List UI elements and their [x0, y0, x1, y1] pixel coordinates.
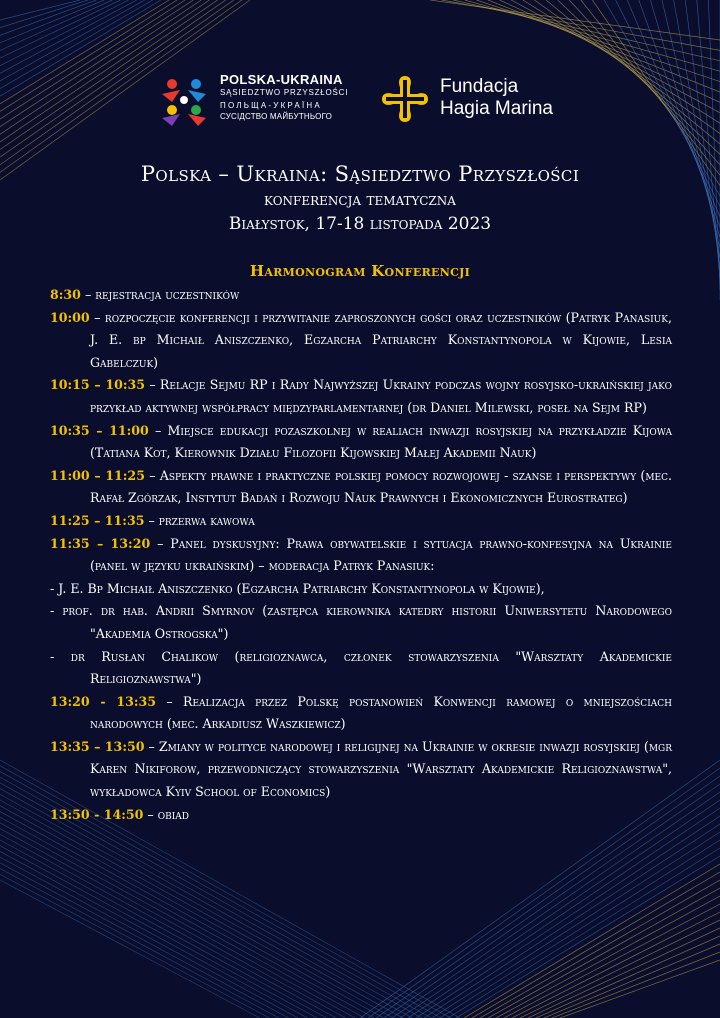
schedule-entry: [50, 736, 672, 804]
entry-time: 11:25 – 11:35: [50, 512, 145, 528]
entry-text: – obiad: [143, 806, 189, 822]
entry-text: - dr Rusłan Chalikow (religioznawca, członek stowarzyszenia "Warsztaty Akademickie Religioznawstwa"): [50, 648, 672, 687]
panelist-entry: [50, 578, 672, 601]
entry-text: – Zmiany w polityce narodowej i religijnej na Ukrainie w okresie inwazji rosyjskiej (mgr Karen Nikiforow, przewodniczący stowarzyszenia "Warsztaty Akademickie Religioznawstwa", wykładowca Kyiv School of Economics): [90, 738, 672, 800]
cross-emblem-icon: [380, 74, 430, 124]
entry-time: 8:30: [50, 287, 81, 302]
entry-time: 13:20 - 13:35: [50, 693, 157, 709]
entry-time: 13:50 - 14:50: [50, 806, 144, 822]
panelist-entry: [50, 600, 672, 645]
entry-time: 11:00 – 11:25: [50, 467, 145, 483]
entry-text: – Panel dyskusyjny: Prawa obywatelskie i sytuacja prawno-konfesyjna na Ukrainie (panel w języku ukraińskim) – moderacja Patryk Panasiuk:: [90, 535, 672, 574]
entry-text: - prof. dr hab. Andrii Smyrnov (zastępca kierownika katedry historii Uniwersytetu Narodowego "Akademia Ostrogska"): [50, 603, 672, 641]
schedule-entry: [50, 307, 672, 375]
schedule-entry: [50, 533, 672, 578]
foundation-name-line1: Fundacja: [440, 76, 519, 97]
entry-time: 13:35 – 13:50: [50, 738, 145, 754]
entry-time: 10:00: [50, 309, 90, 325]
conference-subtitle: konferencja tematyczna: [264, 190, 456, 210]
conference-heading: [0, 160, 720, 236]
schedule-list: [50, 284, 672, 826]
entry-time: 10:35 – 11:00: [50, 422, 149, 438]
conference-title: Polska – Ukraina: Sąsiedztwo Przyszłości: [140, 162, 580, 186]
entry-text: – Miejsce edukacji pozaszkolnej w realiach inwazji rosyjskiej na przykładzie Kijowa (Tatiana Kot, Kierownik Działu Filozofii Kijowskiej Małej Akademii Nauk): [90, 422, 672, 461]
schedule-title: Harmonogram Konferencji: [249, 262, 471, 280]
conference-place-date: Białystok, 17-18 listopada 2023: [228, 214, 492, 234]
foundation-name-line2: Hagia Marina: [440, 98, 553, 119]
schedule-entry: [50, 284, 672, 307]
logo-text-line4: СУСІДСТВО МАЙБУТНЬОГО: [220, 112, 333, 121]
polska-ukraina-logo: [158, 72, 358, 128]
schedule-entry: [50, 465, 672, 510]
entry-text: – przerwa kawowa: [144, 512, 255, 528]
schedule-entry: [50, 804, 672, 827]
schedule-entry: [50, 510, 672, 533]
schedule-entry: [50, 691, 672, 736]
entry-time: 10:15 – 10:35: [50, 377, 146, 393]
logo-text-line2: SĄSIEDZTWO PRZYSZŁOŚCI: [220, 88, 349, 97]
entry-text: – rejestracja uczestników: [80, 287, 240, 302]
panelist-entry: [50, 646, 672, 691]
schedule-entry: [50, 374, 672, 419]
entry-time: 11:35 – 13:20: [50, 535, 151, 551]
logo-text-line3: ПОЛЬЩА-УКРАЇНА: [220, 101, 322, 110]
entry-text: – Relacje Sejmu RP i Rady Najwyższej Ukrainy podczas wojny rosyjsko-ukraińskiej jako przykład aktywnej współpracy międzyparlamentarnej (dr Daniel Milewski, poseł na Sejm RP): [90, 377, 672, 415]
entry-text: – rozpoczęcie konferencji i przywitanie zaproszonych gości oraz uczestników (Patryk Panasiuk, J. E. bp Michaił Aniszczenko, Egzarcha Patriarchy Konstantynopola w Kijowie, Lesia Gabelczuk): [89, 309, 672, 370]
entry-text: - J. E. Bp Michaił Aniszczenko (Egzarcha Patriarchy Konstantynopola w Kijowie),: [50, 580, 545, 596]
logo-text-line1: POLSKA-UKRAINA: [220, 72, 343, 87]
entry-text: – Aspekty prawne i praktyczne polskiej pomocy rozwojowej - szanse i perspektywy (mec. Rafał Zgórzak, Instytut Badań i Rozwoju Nauk Prawnych i Ekonomicznych Eurostrateg): [90, 467, 673, 506]
schedule-entry: [50, 420, 672, 465]
fundacja-hagia-marina-logo: [380, 74, 580, 126]
entry-text: – Realizacja przez Polskę postanowień Konwencji ramowej o mniejszościach narodowych (mec. Arkadiusz Waszkiewicz): [90, 693, 672, 732]
puzzle-people-icon: [158, 74, 210, 126]
